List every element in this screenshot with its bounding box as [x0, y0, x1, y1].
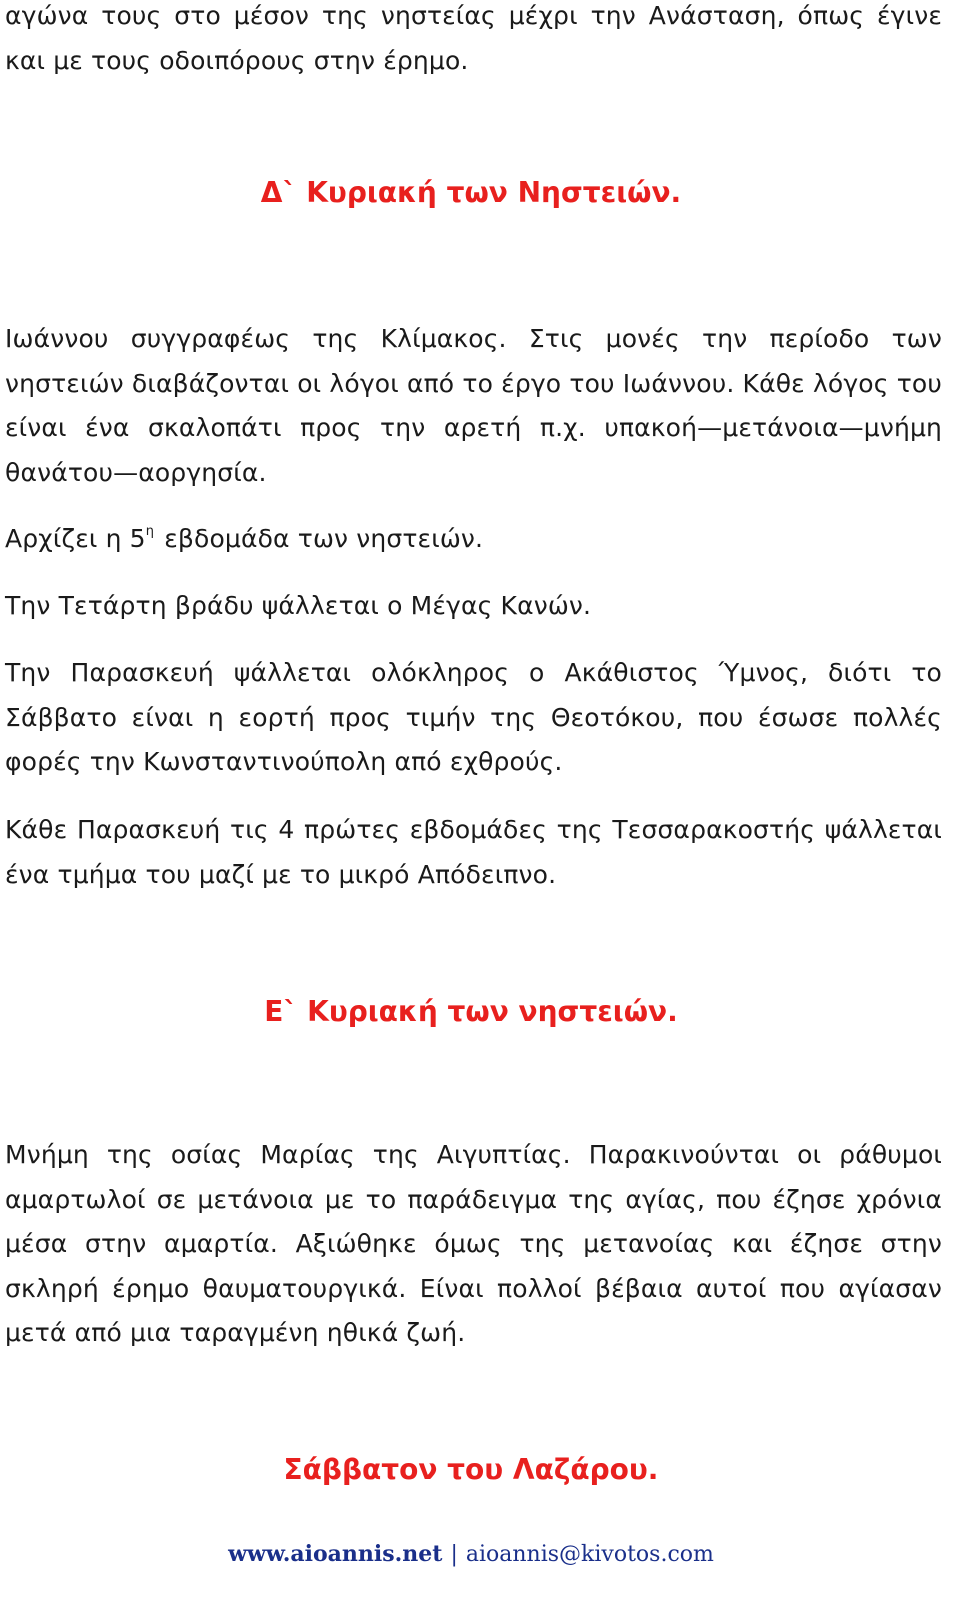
heading-lazarus-saturday: Σάββατον του Λαζάρου.: [283, 1453, 659, 1486]
fifth-week-text-end: εβδομάδα των νηστειών.: [156, 524, 484, 553]
paragraph-akathist-hymn: Την Παρασκευή ψάλλεται ολόκληρος ο Ακάθιστος Ύμνος, διότι το Σάββατο είναι η εορτή προς τιμήν της Θεοτόκου, που έσωσε πολλές φορές την Κωνσταντινούπολη από εχθρούς.: [5, 658, 942, 776]
paragraph-lent-fridays: Κάθε Παρασκευή τις 4 πρώτες εβδομάδες της Τεσσαρακοστής ψάλλεται ένα τμήμα του μαζί με το μικρό Απόδειπνο.: [5, 815, 942, 889]
paragraph-john-climacus: Ιωάννου συγγραφέως της Κλίμακος. Στις μονές την περίοδο των νηστειών διαβάζονται οι λόγοι από το έργο του Ιωάννου. Κάθε λόγος του είναι ένα σκαλοπάτι προς την αρετή π.χ. υπακοή—μετάνοια—μνήμη θανάτου—αοργησία.: [5, 324, 942, 487]
heading-fourth-sunday: Δ` Κυριακή των Νηστειών.: [260, 176, 682, 209]
ordinal-superscript: η: [145, 524, 155, 539]
paragraph-mary-of-egypt: Μνήμη της οσίας Μαρίας της Αιγυπτίας. Παρακινούνται οι ράθυμοι αμαρτωλοί σε μετάνοια με το παράδειγμα της αγίας, που έζησε χρόνια μέσα στην αμαρτία. Αξιώθηκε όμως της μετανοίας και έζησε στην σκληρή έρημο θαυματουργικά. Είναι πολλοί βέβαια αυτοί που αγίασαν μετά από μια ταραγμένη ηθικά ζωή.: [5, 1140, 942, 1347]
footer-separator: |: [450, 1542, 458, 1567]
heading-fifth-sunday: Ε` Κυριακή των νηστειών.: [264, 995, 678, 1028]
paragraph-fifth-week: [5, 517, 942, 567]
paragraph-great-canon: Την Τετάρτη βράδυ ψάλλεται ο Μέγας Κανών.: [5, 591, 592, 620]
paragraph-fasting-journey: αγώνα τους στο μέσον της νηστείας μέχρι την Ανάσταση, όπως έγινε και με τους οδοιπόρους στην έρημο.: [5, 1, 942, 75]
fifth-week-text-start: Αρχίζει η 5: [5, 524, 146, 553]
footer-email-link[interactable]: aioannis@kivotos.com: [465, 1542, 714, 1567]
footer-website-link[interactable]: www.aioannis.net: [228, 1541, 443, 1567]
page-footer: [0, 1539, 942, 1570]
